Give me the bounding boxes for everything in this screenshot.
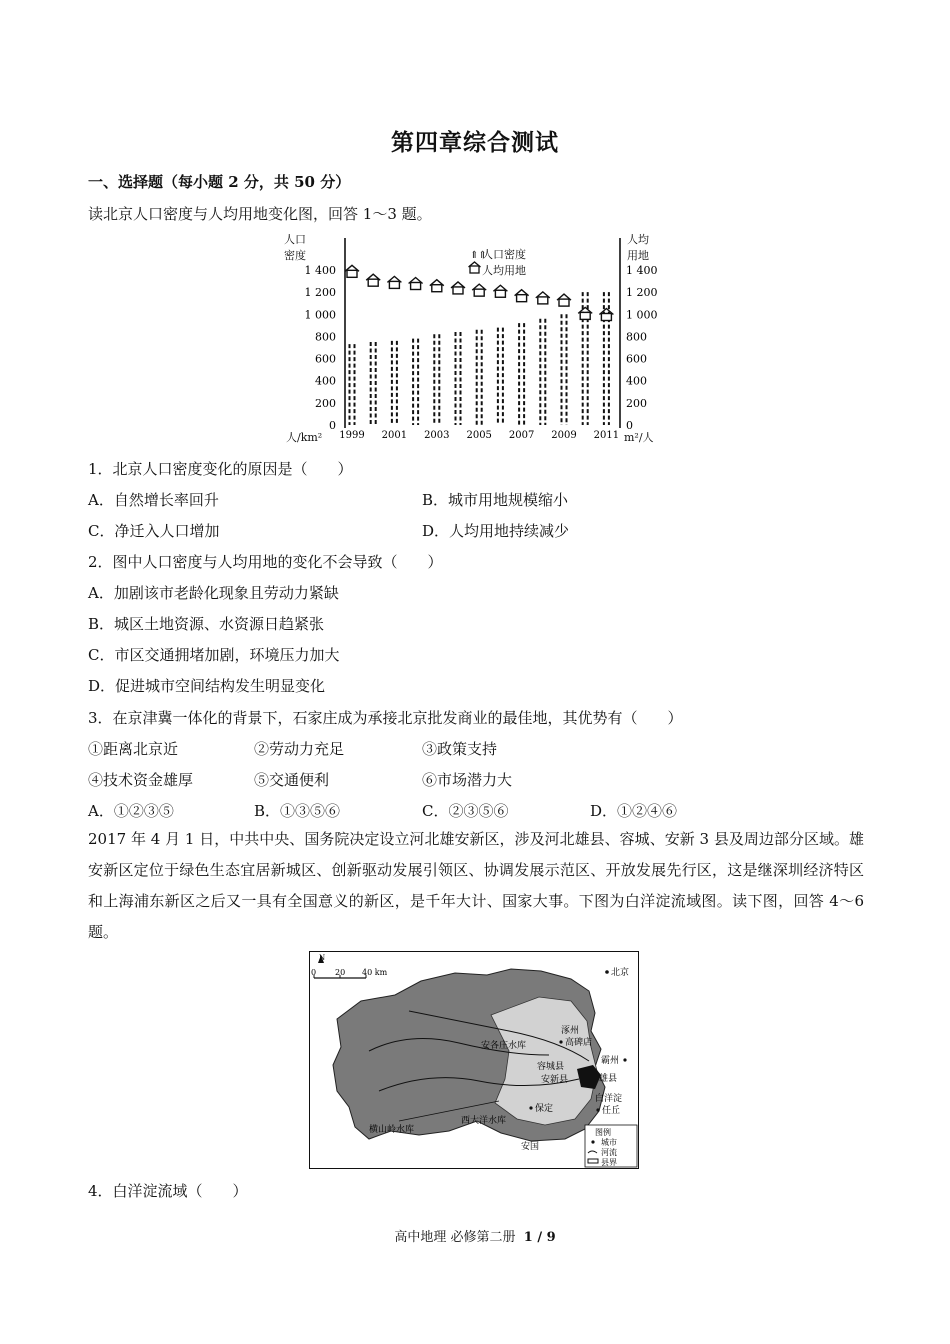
north-label: N: [319, 954, 326, 962]
place-anxin: 安新县: [541, 1075, 569, 1085]
land-house-marker: [493, 285, 507, 297]
q3-option-b[interactable]: B．①③⑤⑥: [254, 802, 341, 820]
population-bar: [350, 344, 355, 425]
land-house-marker: [557, 294, 571, 306]
place-xidayang: 西大洋水库: [461, 1116, 507, 1126]
left-axis-label-top: 人口: [284, 233, 306, 246]
left-tick-label: 200: [315, 396, 336, 410]
right-unit: m²/人: [624, 431, 654, 444]
x-tick-label: 1999: [339, 430, 365, 441]
x-tick-label: 2011: [593, 430, 620, 441]
right-tick-label: 1 400: [626, 264, 658, 277]
section-heading: 一、选择题（每小题 2 分，共 50 分）: [88, 173, 351, 191]
place-bazhou: 霸州: [601, 1056, 620, 1066]
intro-question-1-3: 读北京人口密度与人均用地变化图，回答 1～3 题。: [88, 205, 432, 223]
right-tick-label: 400: [626, 374, 647, 388]
population-bar: [604, 292, 609, 425]
q1-option-b[interactable]: B．城市用地规模缩小: [422, 491, 569, 509]
place-beijing: 北京: [611, 968, 630, 978]
legend-land: 人均用地: [482, 264, 526, 277]
x-tick-label: 2005: [466, 430, 492, 441]
land-house-marker: [536, 292, 550, 304]
xiongan-passage: 2017 年 4 月 1 日，中共中央、国务院决定设立河北雄安新区，涉及河北雄县、容城、安新 3 县及周边部分区域。雄安新区定位于绿色生态宜居新城区、创新驱动发展引领区、协调发展示范区、开放发展先行区，这是继深圳经济特区和上海浦东新区之后又一具有全国意义的新区，是千年大计、国家大事。下图为白洋淀流域图。读下图，回答 4～6 题。: [88, 830, 864, 941]
left-tick-label: 1 200: [304, 286, 336, 300]
land-house-marker: [515, 290, 529, 302]
question-3-stem: 3．在京津冀一体化的背景下，石家庄成为承接北京批发商业的最佳地，其优势有（ ）: [88, 709, 683, 727]
place-baoding: 保定: [535, 1104, 554, 1114]
place-baiyangdian: 白洋淀: [595, 1094, 623, 1104]
place-renqiu: 任丘: [602, 1106, 621, 1116]
q3-item-3: ③政策支持: [422, 740, 498, 758]
baiyangdian-basin-map: [309, 951, 639, 1169]
q3-option-c[interactable]: C．②③⑤⑥: [422, 802, 509, 820]
place-zhuozhou: 涿州: [561, 1026, 580, 1036]
land-house-marker: [409, 278, 423, 290]
population-bar: [413, 339, 418, 425]
legend-people-icon: ⇑⇑: [470, 250, 487, 261]
right-tick-label: 800: [626, 330, 647, 344]
place-hengshanling: 横山岭水库: [369, 1125, 415, 1135]
population-bar: [498, 328, 503, 425]
q2-option-c[interactable]: C．市区交通拥堵加剧，环境压力加大: [88, 646, 340, 664]
scale-20: 20: [335, 968, 346, 977]
q1-option-d[interactable]: D．人均用地持续减少: [422, 522, 570, 540]
left-tick-label: 0: [329, 419, 336, 432]
legend-county: 县界: [601, 1158, 617, 1167]
land-house-marker: [345, 265, 359, 277]
right-tick-label: 1 000: [626, 308, 658, 322]
left-axis-label-bottom: 密度: [284, 249, 306, 262]
scale-0: 0: [311, 968, 317, 977]
population-bar: [392, 341, 397, 425]
population-bar: [562, 314, 567, 425]
population-bar: [540, 319, 545, 425]
q3-item-2: ②劳动力充足: [254, 740, 345, 758]
left-tick-label: 400: [315, 374, 336, 388]
land-house-marker: [430, 280, 444, 292]
right-axis-label-bottom: 用地: [627, 249, 649, 262]
population-bar: [456, 332, 461, 425]
place-xiongxian: 雄县: [599, 1074, 618, 1084]
question-1-stem: 1．北京人口密度变化的原因是（ ）: [88, 460, 353, 478]
page-title: 第四章综合测试: [391, 129, 559, 156]
footer-page: 1 / 9: [523, 1230, 556, 1245]
q1-option-c[interactable]: C．净迁入人口增加: [88, 522, 220, 540]
q3-item-4: ④技术资金雄厚: [88, 771, 194, 789]
population-bar: [434, 334, 439, 425]
land-house-marker: [578, 307, 592, 319]
left-unit: 人/km²: [286, 431, 323, 444]
legend-population: 人口密度: [482, 248, 526, 261]
q2-option-a[interactable]: A．加剧该市老龄化现象且劳动力紧缺: [88, 584, 339, 602]
place-angezhuang: 安各庄水库: [481, 1041, 527, 1051]
place-rongcheng: 容城县: [537, 1062, 565, 1072]
place-gaobeidian: 高碑店: [565, 1038, 593, 1048]
right-tick-label: 1 200: [626, 286, 658, 300]
left-tick-label: 600: [315, 352, 336, 366]
footer-text: 高中地理 必修第二册: [394, 1230, 516, 1245]
land-house-marker: [387, 276, 401, 288]
legend-house-icon: [470, 266, 479, 273]
left-tick-label: 1 000: [304, 308, 336, 322]
land-house-marker: [472, 284, 486, 296]
right-tick-label: 600: [626, 352, 647, 366]
population-density-chart: [280, 230, 670, 445]
scale-40: 40 km: [362, 968, 388, 977]
population-bar: [477, 330, 482, 425]
q3-item-6: ⑥市场潜力大: [422, 771, 513, 789]
question-2-stem: 2．图中人口密度与人均用地的变化不会导致（ ）: [88, 553, 443, 571]
q2-option-b[interactable]: B．城区土地资源、水资源日趋紧张: [88, 615, 325, 633]
q3-option-a[interactable]: A．①②③⑤: [88, 802, 174, 820]
population-bar: [371, 342, 376, 425]
q1-option-a[interactable]: A．自然增长率回升: [88, 491, 219, 509]
q3-item-1: ①距离北京近: [88, 740, 179, 758]
right-axis-label-top: 人均: [627, 233, 649, 246]
population-bar: [519, 323, 524, 425]
q3-item-5: ⑤交通便利: [254, 771, 330, 789]
question-4-stem: 4．白洋淀流域（ ）: [88, 1182, 248, 1200]
land-house-marker: [451, 282, 465, 294]
left-tick-label: 800: [315, 330, 336, 344]
legend-river: 河流: [601, 1148, 617, 1157]
x-tick-label: 2007: [508, 430, 535, 441]
x-tick-label: 2003: [424, 430, 450, 441]
q3-option-d[interactable]: D．①②④⑥: [590, 802, 678, 820]
page-footer: [0, 1226, 950, 1245]
legend-city: 城市: [601, 1138, 617, 1147]
land-house-marker: [599, 309, 613, 321]
right-tick-label: 200: [626, 396, 647, 410]
place-anguo: 安国: [521, 1142, 540, 1152]
q2-option-d[interactable]: D．促进城市空间结构发生明显变化: [88, 677, 326, 695]
legend-title: 图例: [595, 1128, 611, 1137]
x-tick-label: 2001: [381, 430, 408, 441]
land-house-marker: [366, 274, 380, 286]
right-tick-label: 0: [626, 419, 633, 432]
x-tick-label: 2009: [551, 430, 577, 441]
left-tick-label: 1 400: [304, 264, 336, 277]
